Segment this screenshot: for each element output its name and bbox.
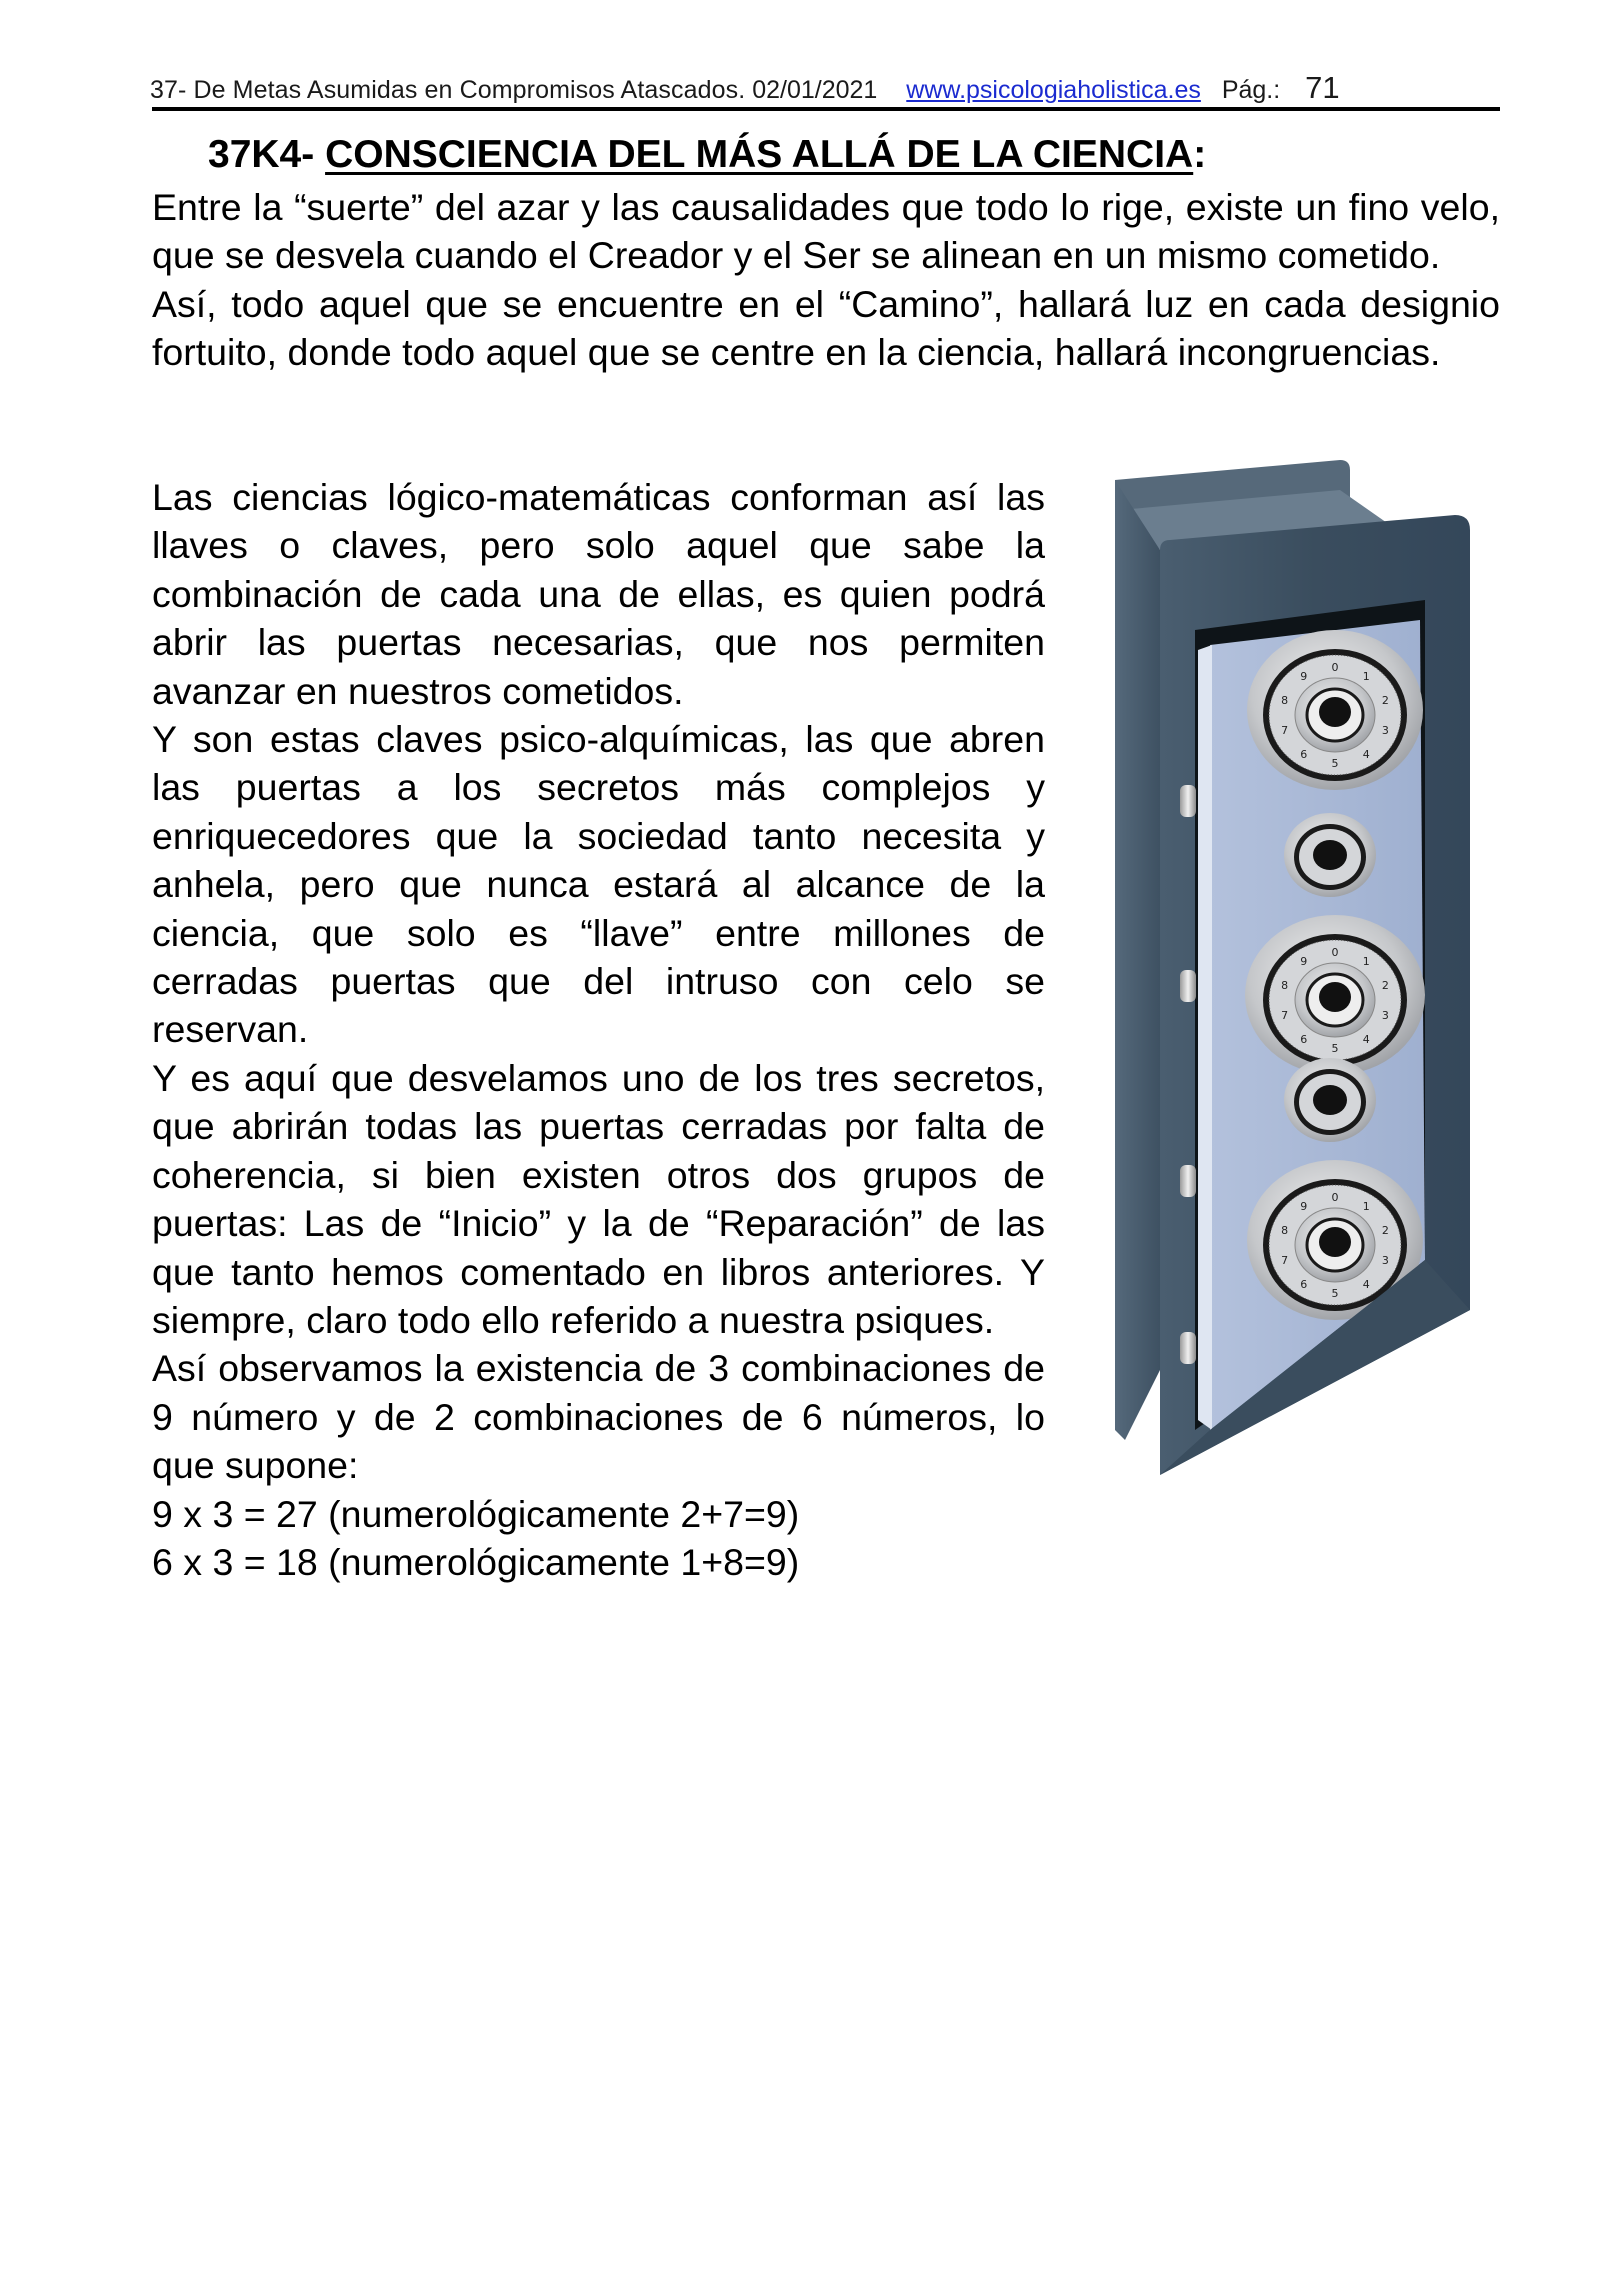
dial-number: 0 bbox=[1331, 1191, 1339, 1204]
combination-dial-small[interactable] bbox=[1284, 813, 1376, 897]
dial-number: 1 bbox=[1362, 955, 1370, 969]
header-date: 02/01/2021 bbox=[752, 76, 878, 104]
dial-number: 9 bbox=[1300, 670, 1308, 684]
dial-number: 1 bbox=[1362, 670, 1370, 684]
dial-number: 4 bbox=[1362, 747, 1370, 761]
dial-number: 5 bbox=[1331, 1042, 1339, 1055]
dial-number: 6 bbox=[1300, 1277, 1308, 1291]
dial-number: 0 bbox=[1331, 946, 1339, 959]
dial-number: 6 bbox=[1300, 1032, 1308, 1046]
header-page-number: 71 bbox=[1305, 70, 1340, 105]
dial-number: 6 bbox=[1300, 747, 1308, 761]
dial-number: 9 bbox=[1300, 1200, 1308, 1214]
dial-number: 7 bbox=[1281, 1253, 1289, 1267]
hinge-pin bbox=[1180, 970, 1196, 1002]
header-chapter-title: 37- De Metas Asumidas en Compromisos Atascados. bbox=[150, 76, 746, 104]
dial-number: 8 bbox=[1281, 979, 1289, 993]
safe-illustration bbox=[1100, 440, 1500, 1490]
combination-dial-small[interactable] bbox=[1284, 1058, 1376, 1142]
paragraph: Así observamos la existencia de 3 combinaciones de 9 número y de 2 combinaciones de 6 números, lo que supone: bbox=[152, 1347, 1045, 1487]
hinge-pin bbox=[1180, 1165, 1196, 1197]
dial-number: 8 bbox=[1281, 694, 1289, 708]
header-page-label: Pág.: bbox=[1221, 76, 1281, 104]
dial-number: 3 bbox=[1381, 723, 1389, 737]
dial-number: 7 bbox=[1281, 1008, 1289, 1022]
intro-text-block bbox=[152, 183, 1500, 377]
body-text-block bbox=[152, 473, 1045, 1586]
dial-number: 7 bbox=[1281, 723, 1289, 737]
safe-image bbox=[1100, 440, 1500, 1490]
dial-number: 3 bbox=[1381, 1253, 1389, 1267]
paragraph: Entre la “suerte” del azar y las causalidades que todo lo rige, existe un fino velo, que se desvela cuando el Creador y el Ser se alinean en un mismo cometido. bbox=[152, 186, 1500, 277]
section-title: CONSCIENCIA DEL MÁS ALLÁ DE LA CIENCIA bbox=[325, 133, 1194, 176]
hinge-pin bbox=[1180, 785, 1196, 817]
safe-left-side bbox=[1115, 480, 1160, 1440]
dial-number: 1 bbox=[1362, 1200, 1370, 1214]
paragraph: Y son estas claves psico-alquímicas, las que abren las puertas a los secretos más complejos y enriquecedores que la sociedad tanto necesita y anhela, pero que nunca estará al alcance de la ciencia, que solo es “llave” entre millones de cerradas puertas que del intruso con celo se reservan. bbox=[152, 718, 1045, 1051]
dial-number: 8 bbox=[1281, 1224, 1289, 1238]
page-header bbox=[150, 68, 1502, 108]
dial-number: 4 bbox=[1362, 1032, 1370, 1046]
header-divider bbox=[152, 107, 1500, 111]
formula-line: 9 x 3 = 27 (numerológicamente 2+7=9) bbox=[152, 1492, 800, 1535]
dial-number: 4 bbox=[1362, 1277, 1370, 1291]
dial-number: 2 bbox=[1381, 1224, 1389, 1238]
dial-number: 2 bbox=[1381, 979, 1389, 993]
section-title-suffix: : bbox=[1193, 133, 1207, 176]
section-code: 37K4- bbox=[208, 133, 315, 176]
dial-number: 3 bbox=[1381, 1008, 1389, 1022]
dial-number: 9 bbox=[1300, 955, 1308, 969]
formula-line: 6 x 3 = 18 (numerológicamente 1+8=9) bbox=[152, 1540, 800, 1583]
paragraph: Y es aquí que desvelamos uno de los tres secretos, que abrirán todas las puertas cerradas por falta de coherencia, si bien existen otros dos grupos de puertas: Las de “Inicio” y la de “Reparación” de las que tanto hemos comentado en libros anteriores. Y siempre, claro todo ello referido a nuestra psiques. bbox=[152, 1056, 1045, 1341]
dial-number: 5 bbox=[1331, 757, 1339, 770]
dial-number: 0 bbox=[1331, 661, 1339, 674]
section-heading bbox=[208, 130, 1206, 180]
safe-door-edge bbox=[1198, 645, 1212, 1430]
dial-number: 5 bbox=[1331, 1287, 1339, 1300]
hinge-pin bbox=[1180, 1332, 1196, 1364]
paragraph: Así, todo aquel que se encuentre en el “Camino”, hallará luz en cada designio fortuito, donde todo aquel que se centre en la ciencia, hallará incongruencias. bbox=[152, 282, 1500, 374]
header-website-link[interactable]: www.psicologiaholistica.es bbox=[906, 76, 1201, 104]
paragraph: Las ciencias lógico-matemáticas conforman así las llaves o claves, pero solo aquel que sabe la combinación de cada una de ellas, es quien podrá abrir las puertas necesarias, que nos permiten avanzar en nuestros cometidos. bbox=[152, 476, 1045, 712]
dial-number: 2 bbox=[1381, 694, 1389, 708]
